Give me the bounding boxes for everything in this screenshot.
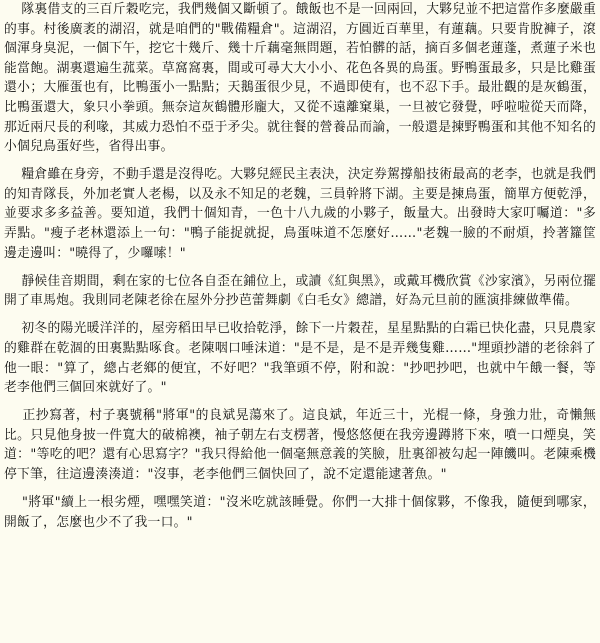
- paragraph-3: 靜候佳音期間，剩在家的七位各自歪在鋪位上，或讀《紅與黑》，或戴耳機欣賞《沙家濱》，另兩位擺開了車馬炮。我則同老陳老徐在屋外分抄芭蕾舞劇《白毛女》總譜，好為元旦前的匯演排練做準備。: [4, 273, 596, 309]
- paragraph-6: "將軍"續上一根劣煙，嘿嘿笑道："沒米吃就該睡覺。你們一大排十個傢夥，不像我，隨便到哪家，開飯了，怎麼也少不了我一口。": [4, 495, 596, 530]
- paragraph-4: 初冬的陽光暖洋洋的，屋旁稻田早已收拾乾淨，餘下一片穀茬，星星點點的白霜已快化盡，只見農家的雞群在乾涸的田裏點點啄食。老陳咽口唾沫道："是不是，是不是弄幾隻雞……"埋頭抄譜的老徐斜了他一眼："算了，總占老鄉的便宜，不好吧？"我筆頭不停，附和說："抄吧抄吧，也就中午餓一餐，等老李他們三個回來就好了。": [4, 321, 596, 396]
- document-body: [4, 0, 596, 643]
- paragraph-5: 正抄寫著，村子裏號稱"將軍"的良斌晃蕩來了。這良斌，年近三十，光棍一條，身強力壯，奇懶無比。只見他身披一件寬大的破棉襖，袖子朝左右支楞著，慢悠悠便在我旁邊蹲將下來，噴一口煙臭，笑道："等吃的吧？還有心思寫字？"我只得給他一個毫無意義的笑臉，肚裏卻被勾起一陣饑叫。老陳乘機停下筆，往這邊湊湊道："沒事，老李他們三個快回了，說不定還能逮著魚。": [4, 408, 596, 483]
- paragraph-1: 隊裏借支的三百斤穀吃完，我們幾個又斷頓了。餓飯也不是一回兩回，大夥兒並不把這當作多麼嚴重的事。村後廣袤的湖沼，就是咱們的"戰備糧倉"。這湖沼，方圓近百華里，有蓮藕。只要肯脫褲子，滾個渾身臭泥，一個下午，挖它十幾斤、幾十斤藕毫無問題，若怕髒的話，摘百多個老蓮蓬，煮蓮子米也能當飽。湖裏還遍生菰菜。草窩窩裏，間或可尋大大小小、花色各異的鳥蛋。野鴨蛋最多，只是比雞蛋還小；大雁蛋也有，比鴨蛋小一點點；天鵝蛋很少見，不過即使有，也不忍下手。最壯觀的是灰鶴蛋，比鴨蛋還大，象只小拳頭。無奈這灰鶴體形龐大，又從不遠離窠巢，一旦被它發覺，呼啦啦從天而降，那近兩尺長的利喙，其威力恐怕不亞于矛尖。就往餐的營養品而論，一般還是揀野鴨蛋和其他不知名的小個兒鳥蛋好些，省得出事。: [4, 2, 596, 155]
- paragraph-2: 糧倉雖在身旁，不動手還是沒得吃。大夥兒經民主表決，決定券駕撐船技術最高的老李，也就是我們的知青隊長，外加老實人老楊，以及永不知足的老魏，三員幹將下湖。主要是揀鳥蛋，簡單方便乾淨，並要求多多益善。要知道，我們十個知青，一色十八九歲的小夥子，飯量大。出發時大家叮囑道："多弄點。"瘦子老林還添上一句："鴨子能捉就捉，鳥蛋味道不怎麼好……"老魏一臉的不耐煩，拎著籮筐邊走邊叫："曉得了，少囉嗦！": [4, 167, 596, 261]
